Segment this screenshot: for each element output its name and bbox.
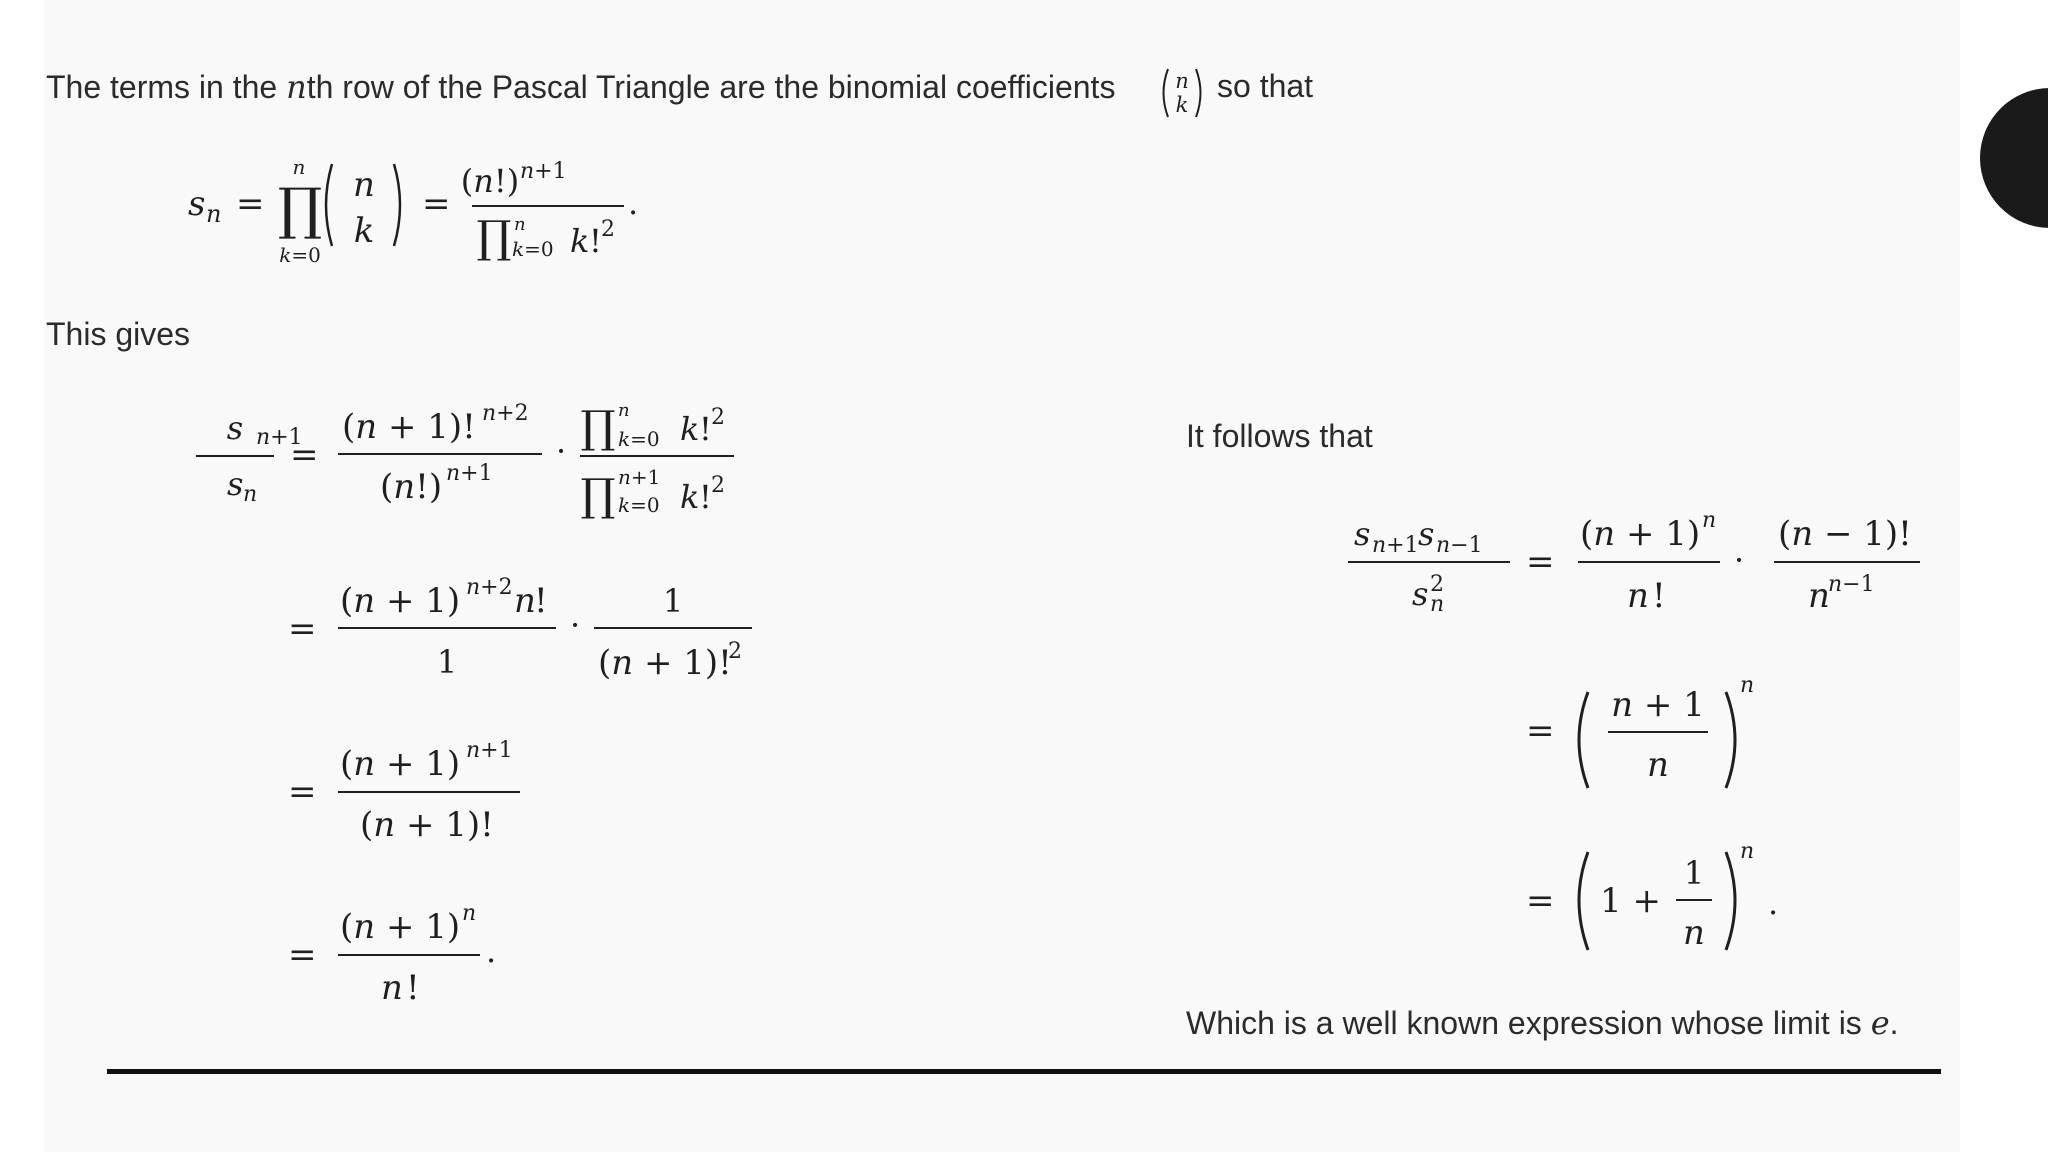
svg-text:∏: ∏ [580, 402, 616, 453]
svg-text:k: k [570, 222, 590, 260]
svg-text:k=0: k=0 [279, 243, 321, 267]
svg-text:n: n [353, 165, 375, 205]
svg-text:n: n [206, 200, 222, 228]
svg-text:k=0: k=0 [618, 493, 660, 517]
svg-text:n: n [1683, 913, 1705, 953]
conclusion-period: . [1889, 1005, 1899, 1041]
intro-text-before: The terms in the [46, 69, 287, 105]
svg-text:1: 1 [1683, 854, 1705, 892]
ratio-equation-line-4 [288, 898, 518, 1012]
follow-equation-line-2 [1526, 668, 1776, 802]
svg-text:n: n [618, 400, 630, 421]
svg-text:(n + 1)!: (n + 1)! [598, 643, 732, 683]
svg-text:2: 2 [728, 639, 742, 664]
horizontal-rule [107, 1069, 1941, 1074]
svg-text:k=0: k=0 [512, 237, 554, 261]
svg-text:2: 2 [1430, 572, 1444, 597]
svg-text:(n + 1): (n + 1) [340, 907, 461, 947]
svg-text:2: 2 [711, 473, 725, 498]
conclusion-text: Which is a well known expression whose limit is [1186, 1005, 1871, 1041]
svg-text:n+1: n+1 [1372, 533, 1419, 558]
svg-text:(n + 1)!: (n + 1)! [360, 805, 494, 845]
conclusion-paragraph [1186, 1004, 1899, 1042]
ratio-equation-line-1 [190, 390, 750, 524]
svg-text:s: s [1354, 515, 1371, 553]
svg-text:n: n [1430, 592, 1445, 617]
svg-text:=: = [422, 184, 451, 224]
follow-equation-line-1 [1344, 505, 1924, 629]
ratio-equation-line-2 [288, 570, 758, 694]
svg-text:(n + 1): (n + 1) [340, 744, 461, 784]
svg-text:=: = [1526, 542, 1555, 582]
conclusion-variable-e: e [1870, 1004, 1890, 1042]
side-circle-button[interactable] [1980, 88, 2048, 228]
svg-text:·: · [556, 432, 567, 470]
svg-text:=: = [236, 184, 265, 224]
svg-text:n: n [1740, 673, 1755, 698]
svg-text:k: k [353, 211, 375, 251]
sn-definition-equation [184, 150, 654, 279]
svg-text:n: n [1702, 508, 1717, 533]
svg-text:k: k [680, 478, 700, 516]
svg-text:n+1: n+1 [256, 425, 303, 450]
svg-text:!: ! [589, 222, 602, 260]
svg-text:1 +: 1 + [1600, 881, 1661, 921]
svg-text:n: n [243, 482, 258, 507]
intro-text-middle: th row of the Pascal Triangle are the binomial coefficients [306, 69, 1116, 105]
svg-text:s: s [226, 409, 244, 447]
svg-text:!: ! [699, 478, 712, 516]
svg-text:n+1: n+1 [520, 159, 567, 184]
svg-text:.: . [486, 932, 497, 970]
svg-text:s: s [188, 184, 206, 224]
svg-text:=: = [288, 609, 317, 649]
svg-text:!: ! [534, 581, 548, 621]
svg-text:n−1: n−1 [1436, 533, 1483, 558]
svg-text:k=0: k=0 [618, 427, 660, 451]
svg-text:(n + 1)!: (n + 1)! [342, 407, 476, 447]
svg-text:n−1: n−1 [1828, 572, 1875, 597]
svg-text:=: = [1526, 881, 1555, 921]
svg-text:n: n [381, 968, 403, 1008]
svg-text:!: ! [406, 968, 420, 1008]
svg-text:n+1: n+1 [466, 738, 513, 763]
svg-text:n + 1: n + 1 [1611, 685, 1705, 725]
svg-text:=: = [288, 772, 317, 812]
intro-text-after: so that [1217, 68, 1314, 104]
svg-text:s: s [1418, 515, 1435, 553]
svg-text:∏: ∏ [580, 470, 616, 521]
svg-text:s: s [227, 465, 244, 503]
svg-text:n: n [514, 581, 536, 621]
svg-text:n: n [1647, 745, 1669, 785]
svg-text:·: · [570, 606, 581, 644]
svg-text:.: . [628, 184, 639, 222]
ratio-equation-line-3 [288, 735, 528, 854]
intro-variable: n [286, 68, 307, 106]
svg-text:=: = [288, 935, 317, 975]
svg-text:n: n [292, 155, 306, 179]
svg-text:n: n [1175, 69, 1189, 93]
svg-text:(n + 1): (n + 1) [340, 581, 461, 621]
svg-text:∏: ∏ [277, 177, 323, 242]
svg-text:k: k [1175, 93, 1189, 117]
svg-text:·: · [1734, 541, 1745, 579]
svg-text:n: n [462, 901, 477, 926]
svg-text:1: 1 [662, 582, 684, 620]
svg-text:(n − 1)!: (n − 1)! [1778, 514, 1912, 554]
svg-text:n: n [514, 214, 526, 235]
this-gives-text: This gives [46, 316, 191, 352]
svg-text:(n!): (n!) [460, 162, 520, 200]
svg-text:n: n [1808, 576, 1830, 616]
svg-text:!: ! [699, 410, 712, 448]
svg-text:!: ! [1652, 576, 1666, 616]
svg-text:(n!): (n!) [380, 467, 443, 507]
svg-text:.: . [1768, 884, 1779, 922]
svg-text:2: 2 [711, 405, 725, 430]
svg-text:k: k [680, 410, 700, 448]
svg-text:n+1: n+1 [618, 465, 661, 489]
intro-paragraph [46, 68, 1115, 106]
svg-text:n+1: n+1 [446, 461, 493, 486]
follow-equation-line-3 [1526, 838, 1786, 972]
svg-text:=: = [290, 435, 319, 475]
svg-text:n: n [1740, 839, 1755, 864]
svg-text:s: s [1412, 575, 1429, 613]
svg-text:n+2: n+2 [466, 575, 513, 600]
it-follows-text: It follows that [1186, 418, 1373, 454]
svg-text:n+2: n+2 [482, 401, 529, 426]
svg-text:1: 1 [436, 643, 458, 681]
svg-text:(n + 1): (n + 1) [1580, 514, 1701, 554]
binomial-inline [1158, 66, 1206, 124]
svg-text:2: 2 [601, 217, 615, 242]
svg-text:∏: ∏ [476, 212, 512, 263]
svg-text:n: n [1627, 576, 1649, 616]
svg-text:=: = [1526, 711, 1555, 751]
